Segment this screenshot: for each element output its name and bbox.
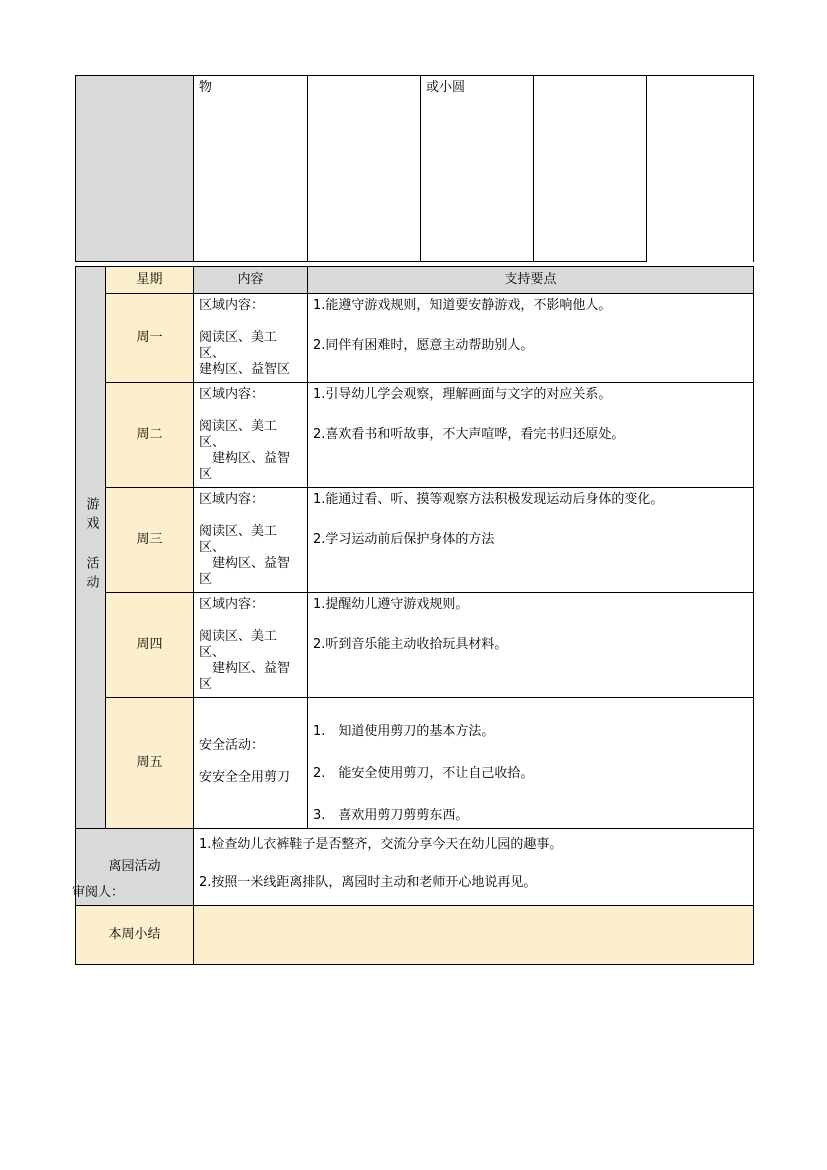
table-row-leave	[76, 829, 754, 906]
side-label: 游戏 活动	[83, 496, 99, 594]
top-cell-3: 或小圆	[421, 76, 534, 262]
top-cell-4	[534, 76, 647, 262]
point-line: 1. 知道使用剪刀的基本方法。	[313, 724, 495, 739]
point-line: 1.能遵守游戏规则，知道要安静游戏，不影响他人。	[313, 298, 612, 313]
leave-label-cell: 离园活动	[76, 829, 194, 906]
point-line: 2.喜欢看书和听故事，不大声喧哗，看完书归还原处。	[313, 427, 625, 442]
content-line: 区域内容：	[199, 387, 265, 402]
content-line	[199, 508, 302, 524]
content-line: 建构区、益智区	[199, 661, 291, 692]
point-line: 1.能通过看、听、摸等观察方法积极发现运动后身体的变化。	[313, 492, 664, 507]
day-cell: 周五	[106, 698, 194, 829]
table-row-summary	[76, 906, 754, 965]
table-row-monday	[76, 294, 754, 383]
top-cell-5	[647, 76, 754, 262]
content-cell	[194, 488, 308, 593]
content-line: 阅读区、美工区、	[199, 524, 278, 555]
top-cell-1: 物	[194, 76, 308, 262]
content-line	[199, 613, 302, 629]
point-line: 2. 能安全使用剪刀，不让自己收拾。	[313, 766, 534, 781]
point-line: 1.检查幼儿衣裤鞋子是否整齐，交流分享今天在幼儿园的趣事。	[199, 837, 563, 852]
summary-content-cell	[194, 906, 754, 965]
content-line	[199, 403, 302, 419]
content-cell	[194, 294, 308, 383]
top-cell-2	[308, 76, 421, 262]
point-line: 2.学习运动前后保护身体的方法	[313, 532, 495, 547]
schedule-table	[75, 266, 754, 965]
header-row	[76, 267, 754, 294]
day-cell: 周四	[106, 593, 194, 698]
table-row	[76, 76, 754, 262]
day-cell: 周一	[106, 294, 194, 383]
content-line	[199, 754, 302, 770]
top-cell-0	[76, 76, 194, 262]
content-line: 阅读区、美工区、	[199, 330, 278, 361]
content-line: 区域内容：	[199, 597, 265, 612]
leave-content-cell	[194, 829, 754, 906]
point-line: 1.引导幼儿学会观察，理解画面与文字的对应关系。	[313, 387, 612, 402]
document-body	[75, 75, 753, 965]
header-content-cell: 内容	[194, 267, 308, 294]
points-cell	[308, 698, 754, 829]
top-table	[75, 75, 754, 262]
table-row-thursday	[76, 593, 754, 698]
side-label-cell	[76, 267, 106, 829]
content-cell	[194, 593, 308, 698]
content-line: 区域内容：	[199, 298, 265, 313]
points-cell	[308, 383, 754, 488]
header-points-cell: 支持要点	[308, 267, 754, 294]
content-line: 建构区、益智区	[199, 362, 291, 377]
points-cell	[308, 488, 754, 593]
point-line: 2.按照一米线距离排队，离园时主动和老师开心地说再见。	[199, 875, 537, 890]
table-row-friday	[76, 698, 754, 829]
content-line: 建构区、益智区	[199, 556, 291, 587]
content-line: 安全活动：	[199, 738, 265, 753]
point-line: 2.听到音乐能主动收拾玩具材料。	[313, 637, 508, 652]
point-line: 2.同伴有困难时，愿意主动帮助别人。	[313, 338, 534, 353]
table-row-tuesday	[76, 383, 754, 488]
content-cell	[194, 698, 308, 829]
point-line: 3. 喜欢用剪刀剪剪东西。	[313, 808, 469, 823]
summary-label-cell: 本周小结	[76, 906, 194, 965]
reviewer-label: 审阅人：	[72, 885, 125, 900]
header-day-cell: 星期	[106, 267, 194, 294]
content-line: 区域内容：	[199, 492, 265, 507]
points-cell	[308, 294, 754, 383]
content-line: 阅读区、美工区、	[199, 419, 278, 450]
content-cell	[194, 383, 308, 488]
point-line: 1.提醒幼儿遵守游戏规则。	[313, 597, 469, 612]
content-line	[199, 314, 302, 330]
content-line: 建构区、益智区	[199, 451, 291, 482]
content-line: 阅读区、美工区、	[199, 629, 278, 660]
content-line: 安安全全用剪刀	[199, 770, 291, 785]
table-row-wednesday	[76, 488, 754, 593]
points-cell	[308, 593, 754, 698]
day-cell: 周三	[106, 488, 194, 593]
day-cell: 周二	[106, 383, 194, 488]
